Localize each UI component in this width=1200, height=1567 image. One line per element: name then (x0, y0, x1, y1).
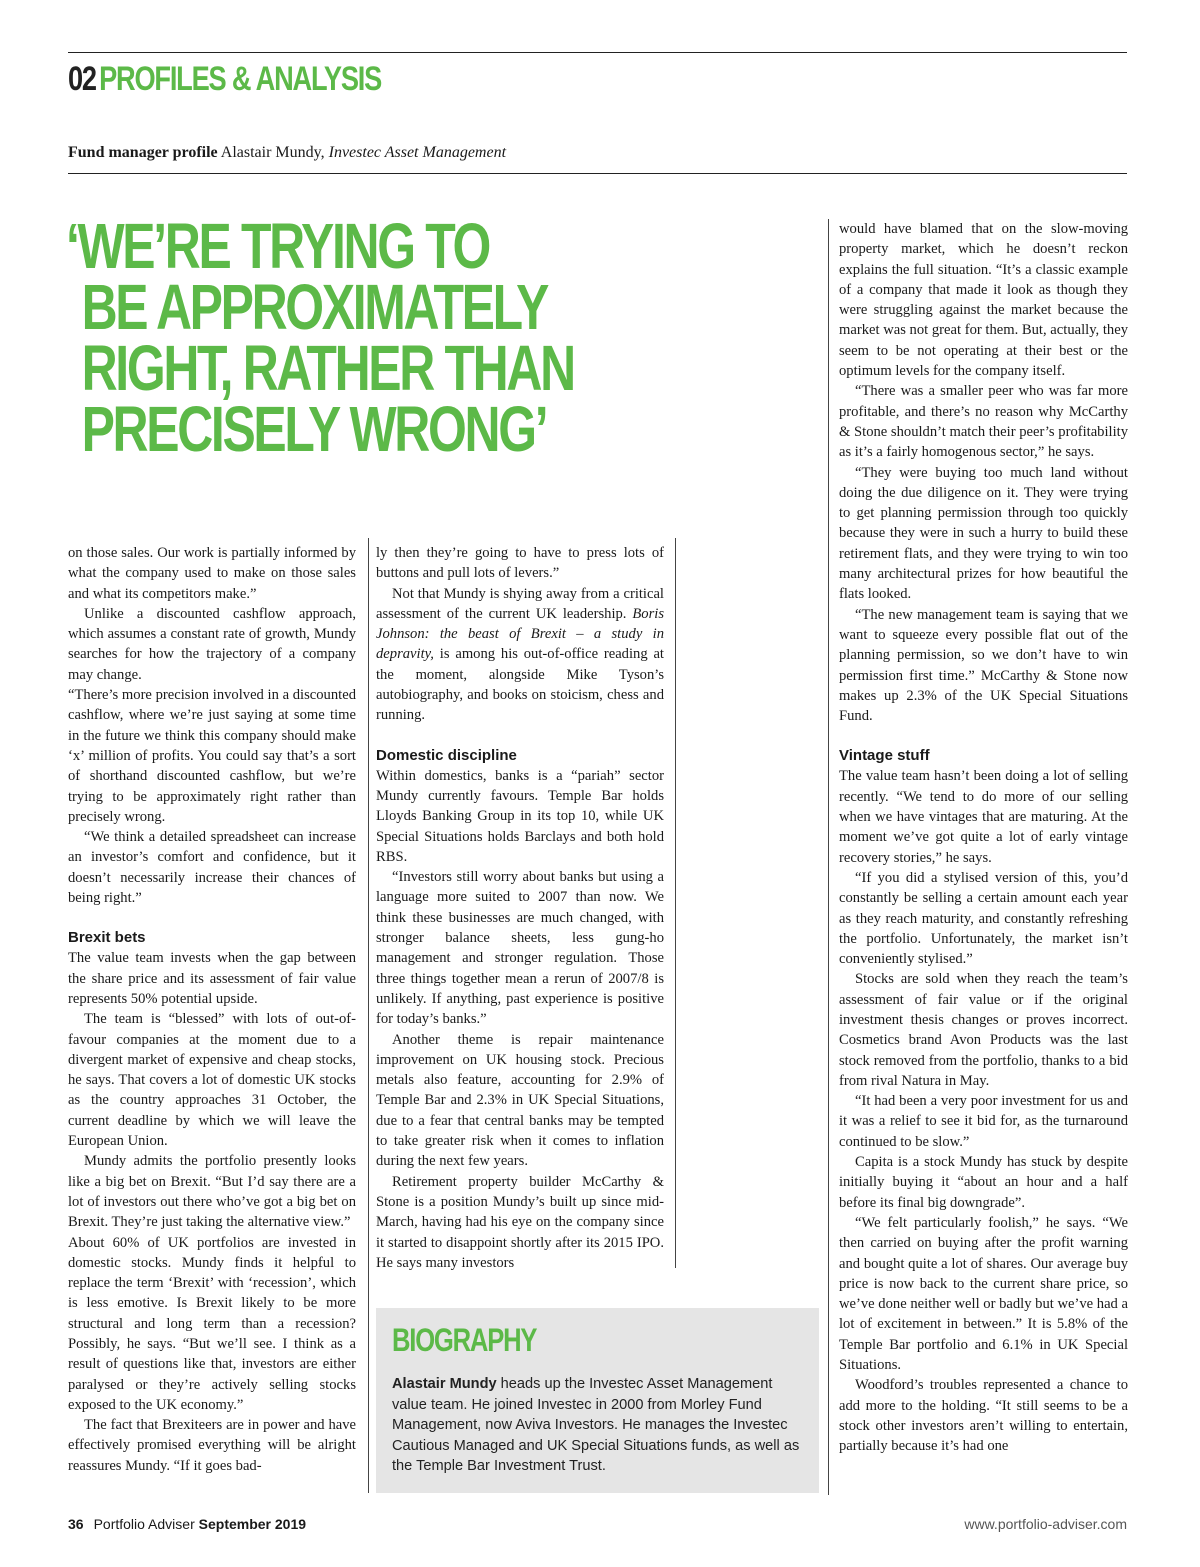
byline-company: Investec Asset Management (328, 144, 507, 161)
subheading: Domestic discipline (376, 746, 517, 764)
column-3 (839, 219, 1128, 1457)
byline (68, 144, 506, 162)
section-title: PROFILES & ANALYSIS (99, 60, 382, 98)
headline-line: ‘WE’RE TRYING TO (66, 210, 489, 282)
section-header (68, 60, 381, 99)
text-span: is among his out-of-office reading at the moment, alongside Mike Tyson’s autobiography, and books on stoicism, chess and running. (376, 646, 664, 724)
paragraph: “The new management team is saying that we want to squeeze every possible flat out of the planning permission, so we don’t have to win permission first time.” McCarthy & Stone now makes up 2.3% of the UK Special Situations Fund. (839, 606, 1128, 725)
paragraph: “We think a detailed spreadsheet can increase an investor’s comfort and confidence, but it doesn’t necessarily increase their chances of being right.” (68, 829, 356, 907)
paragraph: “Investors still worry about banks but using a language more suited to 2007 than now. We think these businesses are much changed, with stronger balance sheets, less gung-ho management and stronger regulation. Those three things together mean a rerun of 2007/8 is unlikely. If anything, past experience is positive for today’s banks.” (376, 869, 664, 1028)
column-divider (368, 538, 369, 1493)
headline-line: RIGHT, RATHER THAN (81, 332, 574, 404)
paragraph: “It had been a very poor investment for us and it was a relief to see it bid for, as the turnaround continued to be slow.” (839, 1093, 1128, 1150)
publication-name: Portfolio Adviser (93, 1516, 195, 1532)
paragraph: Another theme is repair maintenance improvement on UK housing stock. Precious metals also feature, accounting for 2.9% of Temple Bar and 2.3% in UK Special Situations, due to a fear that central banks may be tempted to take greater risk when it comes to inflation during the next few years. (376, 1031, 664, 1170)
paragraph: “We felt particularly foolish,” he says. “We then carried on buying after the profit warning and bought quite a lot of shares. Our average buy price is now back to the current share price, so we’ve done neither well or badly but we’ve had a lot of excitement in between.” It is 5.8% of the Temple Bar portfolio and 6.1% in UK Special Situations. (839, 1214, 1128, 1374)
column-divider (675, 538, 676, 1268)
column-divider (828, 219, 829, 1495)
paragraph: “If you did a stylised version of this, you’d constantly be selling a certain amount each year as they reach maturity, and constantly refreshing the portfolio. Unfortunately, the market isn’t conveniently stylised.” (839, 869, 1128, 968)
biography-body: heads up the Investec Asset Management value team. He joined Investec in 2000 from Morley Fund Management, now Aviva Investors. He manages the Investec Cautious Managed and UK Special Situations funds, as well as the Temple Bar Investment Trust. (392, 1376, 800, 1474)
book-title: Boris Johnson: the beast of Brexit – a study in depravity, (376, 605, 664, 663)
biography-box (376, 1308, 819, 1493)
paragraph: on those sales. Our work is partially informed by what the company used to make on those sales and what its competitors make.” (68, 545, 356, 602)
headline (66, 210, 659, 465)
headline-line: PRECISELY WRONG’ (81, 393, 547, 465)
headline-line: BE APPROXIMATELY (81, 271, 548, 343)
paragraph: Capita is a stock Mundy has stuck by despite initially buying it “about an hour and a half before its final big downgrade”. (839, 1154, 1128, 1211)
paragraph: Unlike a discounted cashflow approach, which assumes a constant rate of growth, Mundy searches for how the trajectory of a company may change. (68, 605, 356, 683)
biography-title: BIOGRAPHY (392, 1322, 537, 1358)
column-1 (68, 543, 356, 1476)
paragraph: Stocks are sold when they reach the team’s assessment of fair value or if the original investment thesis changes or proves incorrect. Cosmetics brand Avon Products was the last stock removed from the portfolio, thanks to a bid from rival Natura in May. (839, 971, 1128, 1089)
footer-left (68, 1516, 306, 1532)
paragraph: “There’s more precision involved in a discounted cashflow, where we’re just saying at some time in the future we think this company should make ‘x’ million of profits. You could say that’s a sort of shorthand discounted cashflow, but we’re trying to be approximately right rather than precisely wrong. (68, 687, 356, 825)
paragraph: ly then they’re going to have to press lots of buttons and pull lots of levers.” (376, 545, 664, 582)
subheading: Brexit bets (68, 929, 146, 947)
subheading: Vintage stuff (839, 747, 930, 765)
text-span: Not that Mundy is shying away from a critical assessment of the current UK leadership. (376, 585, 664, 622)
paragraph: Within domestics, banks is a “pariah” sector Mundy currently favours. Temple Bar holds Lloyds Banking Group in its top 10, while UK Special Situations holds Barclays and both hold RBS. (376, 767, 664, 865)
paragraph: Woodford’s troubles represented a chance to add more to the holding. “It still seems to be a stock other investors aren’t willing to entertain, partially because it’s had one (839, 1377, 1128, 1455)
page-number: 36 (68, 1516, 84, 1532)
biography-name: Alastair Mundy (392, 1376, 497, 1392)
section-number: 02 (68, 60, 96, 98)
column-2 (376, 543, 664, 1273)
paragraph: “They were buying too much land without doing the due diligence on it. They were trying to get planning permission through too quickly because they were in such a hurry to build these retirement flats, and they were trying to win too many architectural prizes for how beautiful the flats looked. (839, 464, 1128, 603)
byline-rule (68, 173, 1127, 174)
issue-date: September 2019 (198, 1516, 307, 1532)
paragraph: The value team hasn’t been doing a lot of selling recently. “We tend to do more of our selling when we have vintages that are maturing. At the moment we’ve got quite a lot of early vintage recovery stories,” he says. (839, 768, 1128, 866)
footer-url[interactable]: www.portfolio-adviser.com (964, 1516, 1127, 1532)
biography-text (392, 1374, 803, 1477)
paragraph: About 60% of UK portfolios are invested in domestic stocks. Mundy finds it helpful to replace the term ‘Brexit’ with ‘recession’, which is less emotive. Is Brexit likely to be more structural and long term than a recession? Possibly, he says. “But we’ll see. I think as a result of questions like that, investors are either paralysed or they’re actively selling stocks exposed to the UK economy.” (68, 1234, 356, 1413)
paragraph: The fact that Brexiteers are in power and have effectively promised everything will be alright reassures Mundy. “If it goes bad- (68, 1417, 356, 1474)
paragraph: Mundy admits the portfolio presently looks like a big bet on Brexit. “But I’d say there are a lot of investors out there who’ve got a big bet on Brexit. They’re just taking the alternative view.” (68, 1153, 356, 1231)
paragraph: Retirement property builder McCarthy & Stone is a position Mundy’s built up since mid-March, having had his eye on the company since it started to disappoint shortly after its 2015 IPO. He says many investors (376, 1173, 664, 1271)
paragraph (376, 584, 664, 726)
paragraph: “There was a smaller peer who was far more profitable, and there’s no reason why McCarthy & Stone shouldn’t match their peer’s profitability as it’s a fairly homogenous sector,” he says. (839, 383, 1128, 461)
paragraph: would have blamed that on the slow-moving property market, which he doesn’t reckon explains the full situation. “It’s a classic example of a company that made it look as though they were struggling against the market because the market was not great for them. But, actually, they seem to be not operating at their best or the optimum levels for the company itself. (839, 221, 1128, 380)
byline-label: Fund manager profile (68, 144, 218, 161)
byline-name: Alastair Mundy, (220, 144, 325, 161)
paragraph: The team is “blessed” with lots of out-of-favour companies at the moment due to a divergent market of expensive and cheap stocks, he says. That covers a lot of domestic UK stocks as the country approaches 31 October, the current deadline by which we will leave the European Union. (68, 1011, 356, 1150)
top-rule (68, 52, 1127, 53)
paragraph: The value team invests when the gap between the share price and its assessment of fair value represents 50% potential upside. (68, 950, 356, 1007)
